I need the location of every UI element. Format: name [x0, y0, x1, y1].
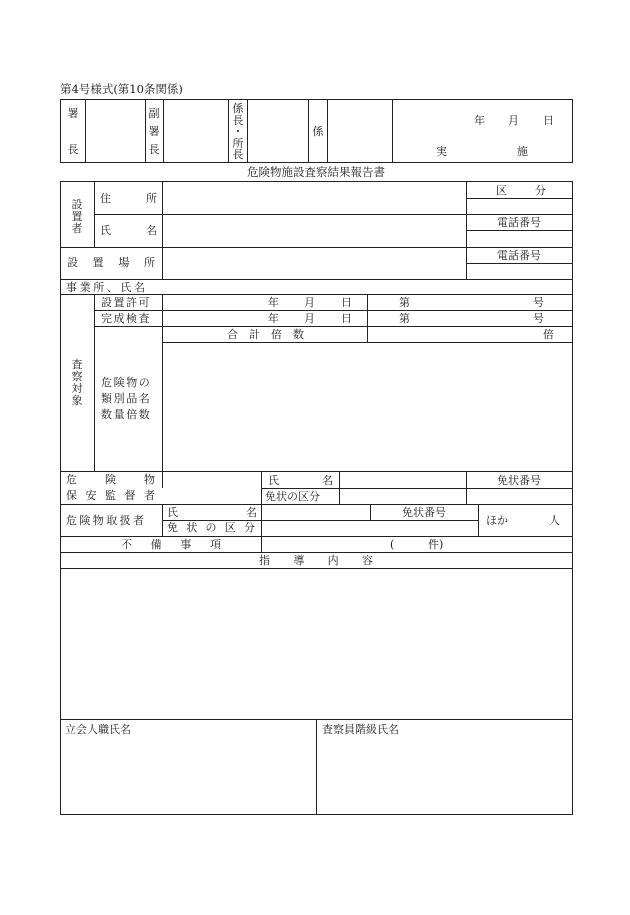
kyoka-label: 設置許可	[101, 296, 151, 309]
approval-jisshi-2: 施	[517, 145, 528, 158]
toriatsukai-menjo-bango-label: 免状番号	[402, 506, 446, 519]
kansei-day: 日	[341, 312, 352, 325]
toriatsukai-label: 危険物取扱者	[66, 514, 147, 527]
gokei-baisu-label: 合 計 倍 数	[227, 328, 304, 341]
setchisha-tel-label: 電話番号	[497, 216, 541, 229]
shimei-label-1: 氏	[100, 224, 111, 237]
form-title: 危険物施設査察結果報告書	[247, 165, 385, 179]
hoan-menjo-kubun-label: 免状の区分	[265, 490, 320, 503]
shido-naiyo-label: 指 導 内 容	[259, 554, 373, 567]
sasatsu-label-2: 察	[71, 370, 83, 383]
approval-fukusho-3: 長	[148, 143, 160, 156]
approval-kakaricho-1: 係	[232, 102, 244, 115]
jusho-label-2: 所	[146, 192, 157, 205]
sasatsu-label-3: 対	[71, 382, 83, 395]
approval-kakaricho-4: 所	[232, 136, 244, 150]
hinmei-line-1: 危険物の	[101, 376, 152, 389]
approval-date-day: 日	[543, 114, 554, 127]
hoan-menjo-bango-label: 免状番号	[497, 474, 541, 487]
gokei-bai-unit: 倍	[543, 328, 554, 341]
sasatsu-label-4: 象	[71, 394, 83, 407]
approval-fukusho-1: 副	[148, 107, 160, 120]
kansei-go: 号	[533, 312, 544, 325]
fubi-ken-open: (	[390, 538, 395, 551]
approval-kakaricho-2: 長	[232, 113, 244, 127]
kansei-year: 年	[268, 312, 279, 325]
toriatsukai-hoka: ほか	[486, 514, 508, 527]
kansei-dai: 第	[399, 312, 410, 325]
hoan-label-line-1: 危 険 物	[66, 473, 155, 486]
hoan-shimei-2: 名	[322, 474, 333, 487]
fubi-ken-close: 件)	[428, 538, 444, 551]
setchisha-label-1: 設	[71, 198, 83, 211]
shimei-label-2: 名	[146, 224, 157, 237]
fubi-jiko-label: 不 備 事 項	[121, 538, 221, 551]
approval-date-year: 年	[474, 114, 485, 127]
toriatsukai-menjo-kubun-label: 免 状 の 区 分	[167, 521, 255, 534]
kyoka-year: 年	[268, 296, 279, 309]
hoan-label-line-2: 保 安 監 督 者	[66, 489, 155, 502]
hoan-shimei-1: 氏	[268, 474, 279, 487]
setchi-basho-tel-label: 電話番号	[497, 249, 541, 262]
sasatsu-label-1: 査	[71, 358, 83, 371]
kyoka-day: 日	[341, 296, 352, 309]
form-number: 第4号様式(第10条関係)	[60, 82, 183, 96]
approval-kakaricho-3: ・	[232, 125, 244, 138]
jusho-label-1: 住	[100, 192, 111, 205]
approval-sho-2: 長	[67, 143, 79, 156]
setchi-basho-label: 設 置 場 所	[67, 256, 155, 269]
kubun-label-2: 分	[535, 184, 546, 197]
hinmei-line-3: 数量倍数	[101, 408, 152, 421]
toriatsukai-shimei-1: 氏	[167, 506, 178, 519]
kyoka-dai: 第	[399, 296, 410, 309]
kyoka-go: 号	[533, 296, 544, 309]
setchisha-label-2: 置	[71, 210, 83, 223]
kansei-month: 月	[304, 312, 315, 325]
approval-sho-1: 署	[67, 107, 79, 120]
sasatsuin-label: 査察員階級氏名	[322, 723, 399, 736]
tachiai-label: 立会人職氏名	[65, 723, 131, 736]
approval-date-month: 月	[508, 114, 519, 127]
toriatsukai-nin: 人	[549, 514, 560, 527]
approval-kakari: 係	[312, 125, 324, 138]
approval-jisshi-1: 実	[436, 145, 447, 158]
kubun-label-1: 区	[496, 184, 507, 197]
hinmei-line-2: 類別品名	[101, 392, 152, 405]
approval-fukusho-2: 署	[148, 125, 160, 138]
kansei-label: 完成検査	[101, 312, 151, 325]
kyoka-month: 月	[304, 296, 315, 309]
approval-kakaricho-5: 長	[232, 148, 244, 161]
jigyosho-label: 事業所、氏名	[66, 281, 148, 294]
setchisha-label-3: 者	[71, 222, 83, 235]
toriatsukai-shimei-2: 名	[246, 506, 257, 519]
